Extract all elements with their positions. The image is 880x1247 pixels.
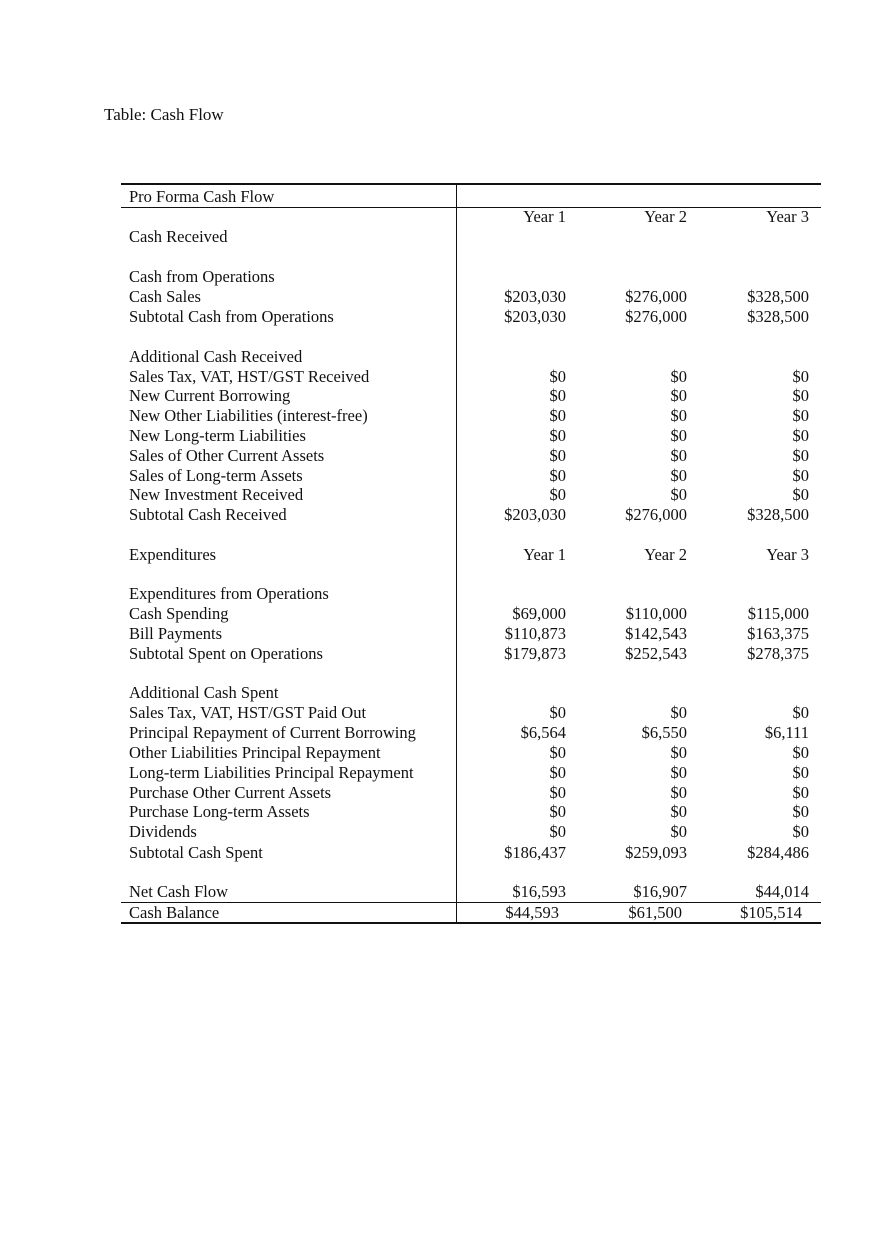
row-label: New Current Borrowing <box>129 386 291 405</box>
year-2-value: $259,093 <box>625 843 687 862</box>
row-label: Cash Spending <box>129 604 229 623</box>
year-3-value: $6,111 <box>764 723 809 742</box>
year-3-value: $0 <box>792 446 809 465</box>
row-label: Purchase Other Current Assets <box>129 783 332 802</box>
row-label: Sales of Long-term Assets <box>129 466 303 485</box>
table-row <box>121 426 821 446</box>
table-row <box>121 446 821 466</box>
year-2-value: $276,000 <box>625 307 687 326</box>
year-3-value: $0 <box>792 763 809 782</box>
expenditures-header-row <box>121 545 821 565</box>
cash-received-heading: Cash Received <box>129 227 228 246</box>
table-row <box>121 505 821 525</box>
table-top-rule <box>121 183 821 185</box>
table-row <box>121 743 821 763</box>
year-2-value: $276,000 <box>625 505 687 524</box>
section-heading-row <box>121 683 821 703</box>
row-label: Sales of Other Current Assets <box>129 446 325 465</box>
row-label: New Investment Received <box>129 485 304 504</box>
year-2-value: $252,543 <box>625 644 687 663</box>
year-2-value: $61,500 <box>628 903 682 922</box>
row-label: Principal Repayment of Current Borrowing <box>129 723 416 742</box>
year-1-value: $16,593 <box>512 882 566 901</box>
year-3-value: $0 <box>792 822 809 841</box>
section-heading-row <box>121 267 821 287</box>
table-row <box>121 802 821 822</box>
row-label: Subtotal Cash from Operations <box>129 307 334 326</box>
row-label: Subtotal Spent on Operations <box>129 644 323 663</box>
year-2-value: $0 <box>670 386 687 405</box>
year-2-value: $0 <box>670 802 687 821</box>
year-1-value: $186,437 <box>504 843 566 862</box>
row-label: Cash Sales <box>129 287 201 306</box>
year-2-value: $0 <box>670 466 687 485</box>
table-row <box>121 723 821 743</box>
row-label: Other Liabilities Principal Repayment <box>129 743 381 762</box>
row-label: Subtotal Cash Spent <box>129 843 263 862</box>
year-2-value: $0 <box>670 703 687 722</box>
year-1-value: $6,564 <box>520 723 566 742</box>
year-1-value: $44,593 <box>505 903 559 922</box>
table-caption: Table: Cash Flow <box>104 105 224 124</box>
year-1-value: $0 <box>549 743 566 762</box>
year-2-value: $0 <box>670 406 687 425</box>
section-heading-row <box>121 584 821 604</box>
year-header-3: Year 3 <box>766 545 809 564</box>
year-3-value: $328,500 <box>747 307 809 326</box>
row-label: Sales Tax, VAT, HST/GST Paid Out <box>129 703 367 722</box>
table-row <box>121 822 821 842</box>
net-cash-flow-row <box>121 882 821 903</box>
table-row <box>121 307 821 327</box>
year-2-value: $0 <box>670 743 687 762</box>
year-3-value: $0 <box>792 703 809 722</box>
year-3-value: $328,500 <box>747 505 809 524</box>
year-1-value: $0 <box>549 426 566 445</box>
year-3-value: $278,375 <box>747 644 809 663</box>
year-3-value: $0 <box>792 485 809 504</box>
year-1-value: $0 <box>549 822 566 841</box>
year-1-value: $0 <box>549 802 566 821</box>
year-2-value: $0 <box>670 783 687 802</box>
table-title-row <box>121 187 821 208</box>
row-label: New Long-term Liabilities <box>129 426 306 445</box>
year-3-value: $0 <box>792 802 809 821</box>
additional-cash-spent-heading: Additional Cash Spent <box>129 683 279 702</box>
year-1-value: $0 <box>549 703 566 722</box>
year-1-value: $0 <box>549 783 566 802</box>
year-1-value: $110,873 <box>504 624 566 643</box>
row-label: Sales Tax, VAT, HST/GST Received <box>129 367 370 386</box>
expenditures-from-operations-heading: Expenditures from Operations <box>129 584 329 603</box>
year-2-value: $0 <box>670 822 687 841</box>
year-header-1: Year 1 <box>523 207 566 226</box>
row-label: Net Cash Flow <box>129 882 228 901</box>
table-title: Pro Forma Cash Flow <box>129 187 275 206</box>
year-3-value: $163,375 <box>747 624 809 643</box>
year-2-value: $0 <box>670 763 687 782</box>
cash-balance-row <box>121 903 821 923</box>
year-1-value: $0 <box>549 406 566 425</box>
year-header-2: Year 2 <box>644 545 687 564</box>
table-row <box>121 644 821 664</box>
year-1-value: $0 <box>549 466 566 485</box>
cash-from-operations-heading: Cash from Operations <box>129 267 275 286</box>
year-3-value: $0 <box>792 743 809 762</box>
row-label: Cash Balance <box>129 903 220 922</box>
year-2-value: $276,000 <box>625 287 687 306</box>
year-1-value: $203,030 <box>504 307 566 326</box>
year-header-2: Year 2 <box>644 207 687 226</box>
table-row <box>121 367 821 387</box>
year-2-value: $6,550 <box>641 723 687 742</box>
year-1-value: $203,030 <box>504 287 566 306</box>
table-row <box>121 287 821 307</box>
section-heading-row <box>121 227 821 247</box>
year-1-value: $0 <box>549 367 566 386</box>
row-label: New Other Liabilities (interest-free) <box>129 406 368 425</box>
year-3-value: $105,514 <box>740 903 802 922</box>
table-row <box>121 604 821 624</box>
row-label: Subtotal Cash Received <box>129 505 287 524</box>
year-3-value: $0 <box>792 426 809 445</box>
year-2-value: $16,907 <box>633 882 687 901</box>
expenditures-heading: Expenditures <box>129 545 217 564</box>
year-3-value: $0 <box>792 406 809 425</box>
additional-cash-received-heading: Additional Cash Received <box>129 347 303 366</box>
year-header-row <box>121 207 821 227</box>
year-3-value: $44,014 <box>755 882 809 901</box>
year-3-value: $0 <box>792 783 809 802</box>
year-2-value: $0 <box>670 446 687 465</box>
year-1-value: $69,000 <box>512 604 566 623</box>
year-1-value: $179,873 <box>504 644 566 663</box>
year-2-value: $0 <box>670 367 687 386</box>
table-row <box>121 485 821 505</box>
year-3-value: $284,486 <box>747 843 809 862</box>
year-3-value: $328,500 <box>747 287 809 306</box>
year-2-value: $142,543 <box>625 624 687 643</box>
year-1-value: $0 <box>549 763 566 782</box>
table-row <box>121 406 821 426</box>
year-3-value: $0 <box>792 466 809 485</box>
year-1-value: $0 <box>549 446 566 465</box>
table-row <box>121 624 821 644</box>
table-row <box>121 703 821 723</box>
year-2-value: $110,000 <box>625 604 687 623</box>
year-3-value: $115,000 <box>747 604 809 623</box>
year-2-value: $0 <box>670 485 687 504</box>
row-label: Bill Payments <box>129 624 223 643</box>
table-row <box>121 466 821 486</box>
row-label: Purchase Long-term Assets <box>129 802 310 821</box>
table-row <box>121 783 821 803</box>
row-label: Long-term Liabilities Principal Repayment <box>129 763 414 782</box>
table-row <box>121 763 821 783</box>
year-1-value: $0 <box>549 485 566 504</box>
year-3-value: $0 <box>792 386 809 405</box>
year-header-3: Year 3 <box>766 207 809 226</box>
year-1-value: $203,030 <box>504 505 566 524</box>
table-row <box>121 386 821 406</box>
year-3-value: $0 <box>792 367 809 386</box>
table-row <box>121 843 821 863</box>
year-1-value: $0 <box>549 386 566 405</box>
year-header-1: Year 1 <box>523 545 566 564</box>
row-label: Dividends <box>129 822 197 841</box>
table-bottom-rule <box>121 922 821 924</box>
section-heading-row <box>121 347 821 367</box>
year-2-value: $0 <box>670 426 687 445</box>
